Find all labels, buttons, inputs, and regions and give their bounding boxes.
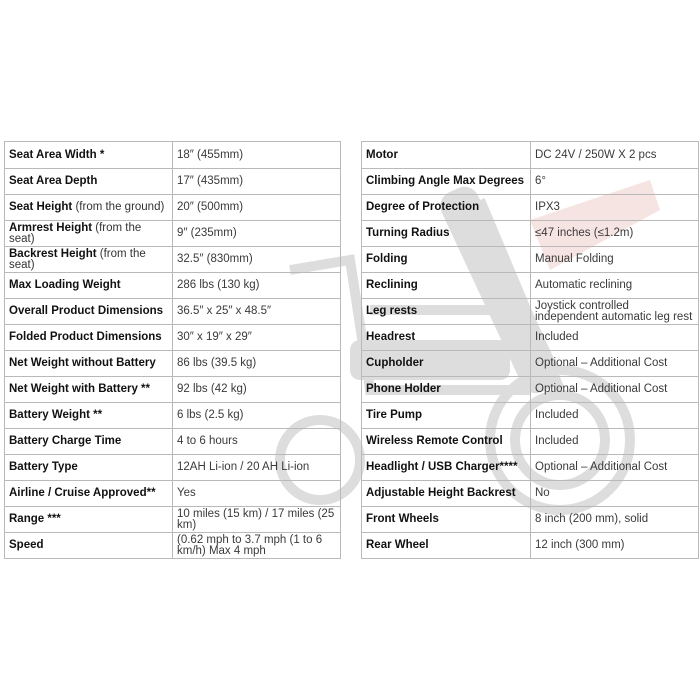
spec-label-cell — [5, 247, 173, 273]
spec-value-cell — [531, 325, 699, 351]
spec-value: Manual Folding — [535, 253, 614, 265]
spec-label-cell — [362, 247, 531, 273]
table-row — [362, 507, 699, 533]
spec-label-cell — [5, 299, 173, 325]
table-row — [362, 221, 699, 247]
table-row — [5, 169, 341, 195]
spec-label-cell — [362, 403, 531, 429]
spec-value-cell — [531, 195, 699, 221]
spec-value-cell — [173, 429, 341, 455]
spec-value: Automatic reclining — [535, 279, 633, 291]
spec-label: Overall Product Dimensions — [9, 305, 164, 317]
spec-value-cell — [531, 533, 699, 559]
table-row — [362, 169, 699, 195]
spec-value-cell — [173, 221, 341, 247]
spec-label-cell — [5, 273, 173, 299]
spec-label: Speed — [9, 539, 44, 551]
spec-label-cell — [362, 533, 531, 559]
spec-label: Armrest Height — [9, 221, 93, 234]
spec-value: 8 inch (200 mm), solid — [535, 513, 649, 525]
spec-value: 9″ (235mm) — [177, 227, 237, 239]
spec-label-cell — [5, 142, 173, 169]
spec-label: Motor — [366, 148, 398, 161]
table-row — [5, 507, 341, 533]
spec-label: Tire Pump — [366, 409, 423, 421]
table-row — [5, 377, 341, 403]
spec-value-cell — [173, 195, 341, 221]
spec-label-cell — [362, 507, 531, 533]
spec-label-cell — [5, 377, 173, 403]
table-row — [5, 299, 341, 325]
spec-value-cell — [173, 169, 341, 195]
spec-label: Adjustable Height Backrest — [366, 487, 516, 499]
spec-value-cell — [531, 429, 699, 455]
spec-value: 6° — [535, 175, 546, 187]
spec-value: Included — [535, 435, 579, 447]
spec-value-cell — [531, 273, 699, 299]
spec-value-cell — [173, 325, 341, 351]
table-row — [362, 377, 699, 403]
table-row — [5, 142, 341, 169]
spec-label: Headlight / USB Charger**** — [366, 461, 518, 473]
spec-label: Net Weight with Battery ** — [9, 383, 150, 395]
spec-value: Yes — [177, 487, 196, 499]
spec-value-cell — [531, 455, 699, 481]
spec-label: Headrest — [366, 331, 416, 343]
spec-label: Battery Weight ** — [9, 409, 103, 421]
spec-value: (0.62 mph to 3.7 mph (1 to 6 km/h) Max 4 mph — [177, 533, 323, 557]
spec-label: Cupholder — [366, 357, 424, 369]
spec-label-cell — [362, 351, 531, 377]
spec-value-cell — [173, 142, 341, 169]
spec-value: Optional – Additional Cost — [535, 357, 668, 369]
table-row — [5, 533, 341, 559]
spec-value: ≤47 inches (≤1.2m) — [535, 227, 634, 239]
spec-label-cell — [5, 403, 173, 429]
table-row — [5, 273, 341, 299]
spec-value-cell — [531, 142, 699, 169]
spec-value-cell — [531, 351, 699, 377]
spec-label: Seat Area Depth — [9, 175, 98, 187]
spec-value: 36.5″ x 25″ x 48.5″ — [177, 305, 272, 317]
table-row — [362, 455, 699, 481]
spec-label: Airline / Cruise Approved** — [9, 487, 156, 499]
spec-value: 286 lbs (130 kg) — [177, 279, 260, 291]
table-row — [5, 481, 341, 507]
table-row — [362, 481, 699, 507]
spec-label-note: (from the seat) — [9, 221, 142, 245]
spec-label: Battery Type — [9, 461, 78, 473]
spec-label-cell — [362, 325, 531, 351]
spec-value: 86 lbs (39.5 kg) — [177, 357, 257, 369]
spec-label-cell — [362, 299, 531, 325]
table-row — [362, 403, 699, 429]
spec-label: Degree of Protection — [366, 201, 480, 213]
spec-label-note: (from the ground) — [72, 201, 165, 213]
spec-label-cell — [362, 455, 531, 481]
spec-label-cell — [5, 481, 173, 507]
spec-label-cell — [362, 169, 531, 195]
spec-value-cell — [531, 507, 699, 533]
spec-value: Optional – Additional Cost — [535, 461, 668, 473]
table-row — [362, 351, 699, 377]
spec-value: DC 24V / 250W X 2 pcs — [535, 148, 657, 161]
table-row — [362, 299, 699, 325]
spec-label: Phone Holder — [366, 383, 441, 395]
spec-value-cell — [531, 377, 699, 403]
spec-value-cell — [173, 507, 341, 533]
spec-value: IPX3 — [535, 201, 560, 213]
spec-label-cell — [362, 221, 531, 247]
spec-label: Front Wheels — [366, 513, 439, 525]
spec-label: Battery Charge Time — [9, 435, 122, 447]
spec-label-cell — [362, 377, 531, 403]
spec-value: 20″ (500mm) — [177, 201, 244, 213]
spec-value-cell — [173, 377, 341, 403]
spec-label-cell — [5, 533, 173, 559]
spec-label-cell — [5, 325, 173, 351]
table-row — [362, 195, 699, 221]
spec-label-cell — [5, 195, 173, 221]
spec-value-cell — [531, 247, 699, 273]
spec-value: Included — [535, 331, 579, 343]
spec-label-cell — [5, 169, 173, 195]
spec-value-cell — [173, 351, 341, 377]
table-row — [362, 142, 699, 169]
spec-label: Folded Product Dimensions — [9, 331, 162, 343]
spec-label-cell — [362, 273, 531, 299]
spec-label-cell — [362, 481, 531, 507]
spec-label-note: (from the seat) — [9, 247, 146, 271]
spec-value-cell — [173, 481, 341, 507]
spec-label-cell — [362, 142, 531, 169]
spec-value: 32.5″ (830mm) — [177, 253, 253, 265]
spec-label: Net Weight without Battery — [9, 357, 156, 369]
spec-value-cell — [531, 221, 699, 247]
spec-label: Rear Wheel — [366, 539, 429, 551]
table-row — [5, 247, 341, 273]
spec-value: 12 inch (300 mm) — [535, 539, 625, 551]
table-row — [5, 403, 341, 429]
table-row — [5, 195, 341, 221]
spec-value: 30″ x 19″ x 29″ — [177, 331, 252, 343]
spec-value: Included — [535, 409, 579, 421]
spec-value-cell — [173, 299, 341, 325]
table-row — [362, 247, 699, 273]
spec-label: Turning Radius — [366, 227, 450, 239]
spec-label-cell — [5, 507, 173, 533]
table-row — [5, 351, 341, 377]
spec-label: Range *** — [9, 513, 61, 525]
table-row — [5, 221, 341, 247]
spec-value-cell — [531, 481, 699, 507]
spec-value-cell — [173, 247, 341, 273]
spec-label: Climbing Angle Max Degrees — [366, 175, 525, 187]
table-row — [5, 455, 341, 481]
spec-value: 17″ (435mm) — [177, 175, 244, 187]
spec-value-cell — [173, 455, 341, 481]
spec-label: Max Loading Weight — [9, 279, 121, 291]
table-row — [362, 325, 699, 351]
spec-value-cell — [531, 403, 699, 429]
spec-label-cell — [362, 429, 531, 455]
spec-value: 4 to 6 hours — [177, 435, 238, 447]
spec-value-cell — [531, 169, 699, 195]
spec-label-cell — [5, 455, 173, 481]
left-spec-table — [4, 141, 341, 559]
spec-value: No — [535, 487, 550, 499]
spec-label-cell — [5, 351, 173, 377]
table-row — [5, 325, 341, 351]
spec-label-cell — [5, 221, 173, 247]
spec-value-cell — [173, 403, 341, 429]
spec-label-cell — [5, 429, 173, 455]
spec-value: 6 lbs (2.5 kg) — [177, 409, 244, 421]
table-row — [362, 273, 699, 299]
table-row — [362, 533, 699, 559]
spec-value: 18″ (455mm) — [177, 148, 244, 161]
table-row — [362, 429, 699, 455]
spec-value: Optional – Additional Cost — [535, 383, 668, 395]
spec-label: Backrest Height — [9, 247, 97, 260]
spec-value: 12AH Li-ion / 20 AH Li-ion — [177, 461, 310, 473]
spec-label-cell — [362, 195, 531, 221]
spec-label: Leg rests — [366, 305, 418, 317]
spec-label: Folding — [366, 253, 408, 265]
spec-label: Reclining — [366, 279, 418, 291]
spec-value: 92 lbs (42 kg) — [177, 383, 247, 395]
spec-value-cell — [173, 273, 341, 299]
spec-label: Seat Area Width * — [9, 148, 105, 161]
spec-value-cell — [173, 533, 341, 559]
spec-value: 10 miles (15 km) / 17 miles (25 km) — [177, 507, 335, 531]
spec-label: Wireless Remote Control — [366, 435, 503, 447]
spec-value-cell — [531, 299, 699, 325]
spec-value: Joystick controlled independent automatic leg rest — [535, 299, 693, 323]
table-row — [5, 429, 341, 455]
spec-label: Seat Height — [9, 201, 73, 213]
right-spec-table — [361, 141, 699, 559]
